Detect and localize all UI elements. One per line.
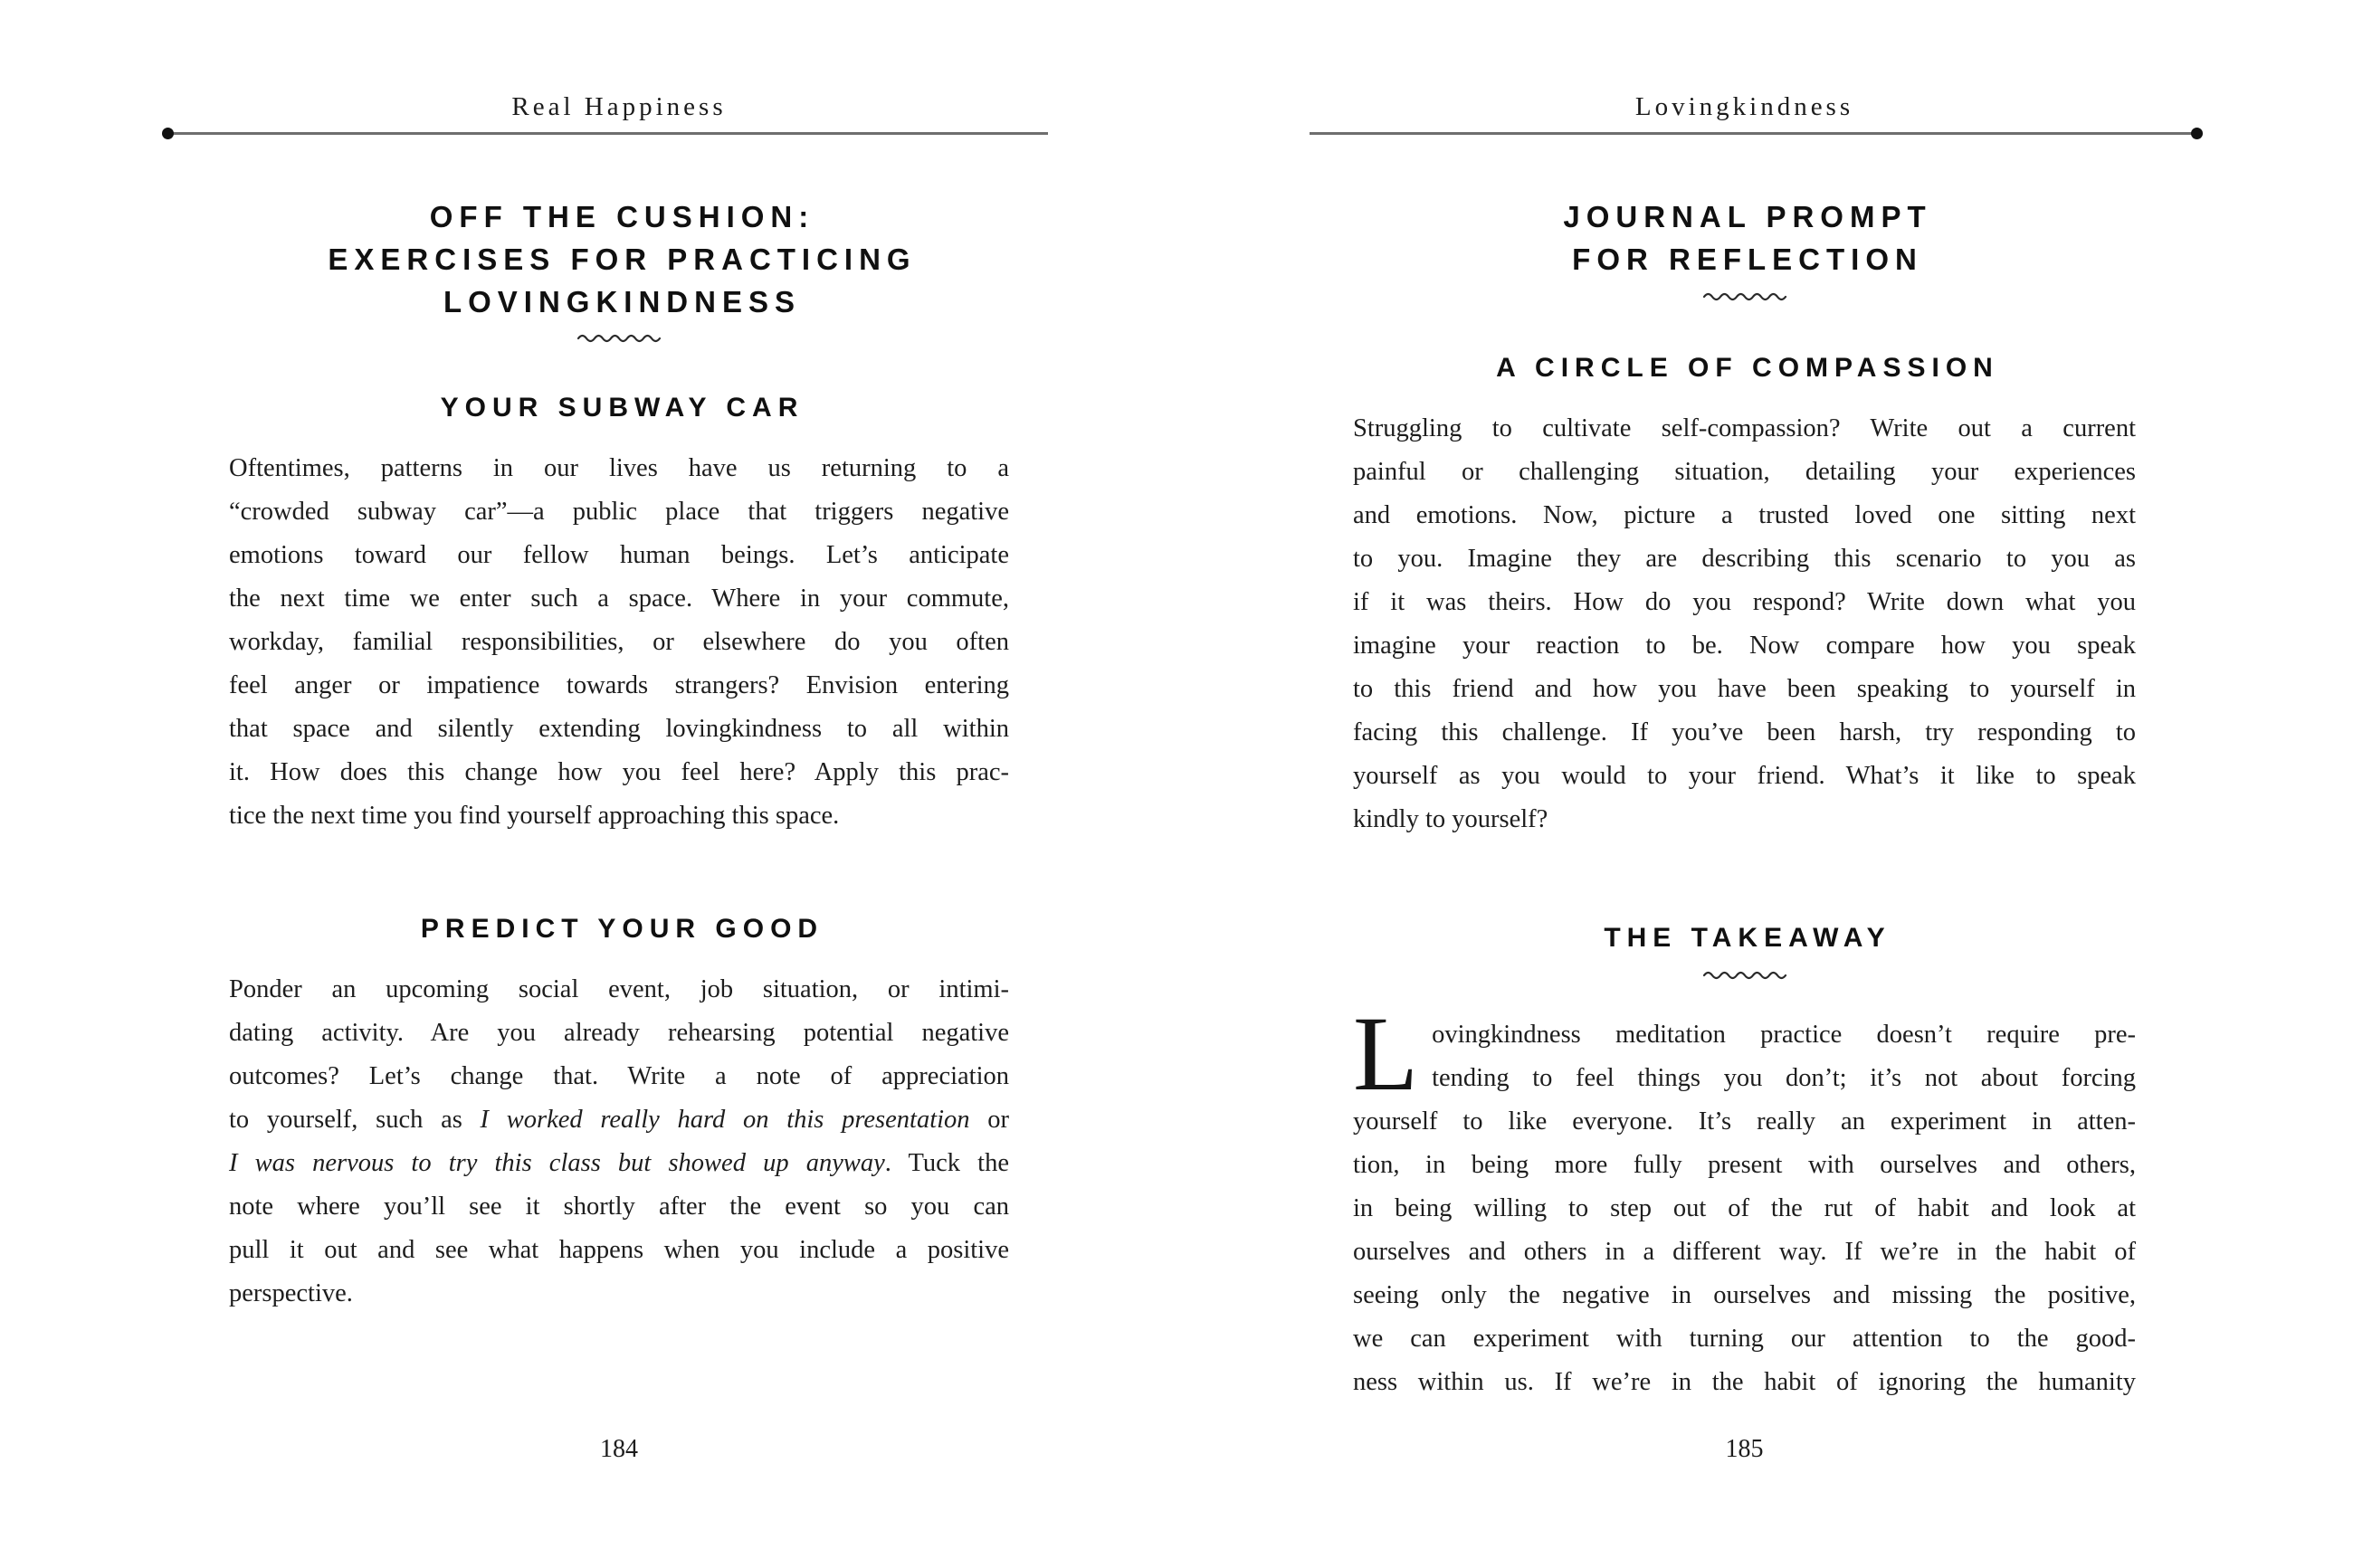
chapter-title bbox=[229, 195, 1009, 323]
text-line: emotions toward our fellow human beings. Let’s anticipate bbox=[229, 541, 1009, 569]
text-line: yourself to like everyone. It’s really an experiment in atten- bbox=[1353, 1107, 2136, 1136]
text-line: the next time we enter such a space. Where in your commute, bbox=[229, 584, 1009, 613]
takeaway-heading: THE TAKEAWAY bbox=[1604, 923, 1891, 953]
text-line: ness within us. If we’re in the habit of ignoring the humanity bbox=[1353, 1368, 2136, 1396]
text-line: imagine your reaction to be. Now compare how you speak bbox=[1353, 632, 2136, 660]
text-line: in being willing to step out of the rut of habit and look at bbox=[1353, 1194, 2136, 1222]
text-line: dating activity. Are you already rehearsing potential negative bbox=[229, 1019, 1009, 1047]
squiggle-ornament-icon bbox=[1701, 290, 1788, 302]
running-head: Lovingkindness bbox=[1634, 92, 1854, 121]
text-line: LOVINGKINDNESS bbox=[443, 285, 802, 318]
text-line: Oftentimes, patterns in our lives have us returning to a bbox=[229, 454, 1009, 482]
left-page bbox=[0, 0, 1176, 1568]
text-line: perspective. bbox=[229, 1279, 353, 1307]
text-line: tice the next time you find yourself approaching this space. bbox=[229, 802, 840, 830]
text-line: I was nervous to try this class but showed up anyway. Tuck the bbox=[229, 1149, 1009, 1177]
text-line: we can experiment with turning our attention to the good- bbox=[1353, 1325, 2136, 1353]
text-line: pull it out and see what happens when you include a positive bbox=[229, 1236, 1009, 1264]
text-line: to this friend and how you have been speaking to yourself in bbox=[1353, 675, 2136, 703]
text-line: JOURNAL PROMPT bbox=[1563, 200, 1932, 233]
chapter-title bbox=[1353, 195, 2136, 280]
running-head: Real Happiness bbox=[511, 92, 727, 121]
text-line: seeing only the negative in ourselves and missing the positive, bbox=[1353, 1281, 2136, 1309]
text-line: Struggling to cultivate self-compassion? Write out a current bbox=[1353, 414, 2136, 442]
text-line: it. How does this change how you feel here? Apply this prac- bbox=[229, 758, 1009, 786]
page-number: 185 bbox=[1725, 1435, 1764, 1463]
text-line: feel anger or impatience towards strangers? Envision entering bbox=[229, 671, 1009, 699]
text-line: tion, in being more fully present with ourselves and others, bbox=[1353, 1151, 2136, 1179]
paragraph bbox=[229, 447, 1009, 838]
text-line: facing this challenge. If you’ve been harsh, try responding to bbox=[1353, 718, 2136, 746]
text-line: note where you’ll see it shortly after the event so you can bbox=[229, 1193, 1009, 1221]
drop-cap: L bbox=[1353, 994, 1419, 1113]
text-line: outcomes? Let’s change that. Write a note of appreciation bbox=[229, 1062, 1009, 1090]
text-line: painful or challenging situation, detailing your experiences bbox=[1353, 458, 2136, 486]
paragraph bbox=[229, 968, 1009, 1316]
takeaway-paragraph bbox=[1353, 994, 2136, 1404]
section-heading: A CIRCLE OF COMPASSION bbox=[1496, 353, 1999, 383]
text-line: tending to feel things you don’t; it’s not about forcing bbox=[1432, 1064, 2136, 1092]
rule-end-dot bbox=[2191, 128, 2203, 139]
page-number: 184 bbox=[600, 1435, 638, 1463]
text-line: “crowded subway car”—a public place that triggers negative bbox=[229, 498, 1009, 526]
text-line: FOR REFLECTION bbox=[1572, 242, 1923, 276]
text-line: ovingkindness meditation practice doesn’t require pre- bbox=[1432, 1021, 2136, 1049]
text-line: kindly to yourself? bbox=[1353, 805, 1548, 833]
text-line: that space and silently extending lovingkindness to all within bbox=[229, 715, 1009, 743]
right-page bbox=[1176, 0, 2353, 1568]
text-line: ourselves and others in a different way. If we’re in the habit of bbox=[1353, 1238, 2136, 1266]
text-line: Ponder an upcoming social event, job situation, or intimi- bbox=[229, 975, 1009, 1003]
text-line: and emotions. Now, picture a trusted loved one sitting next bbox=[1353, 501, 2136, 529]
takeaway-text bbox=[1353, 994, 2136, 1404]
squiggle-ornament-icon bbox=[1701, 968, 1788, 981]
header-rule bbox=[166, 132, 1048, 135]
section-heading: YOUR SUBWAY CAR bbox=[440, 393, 805, 423]
text-line: EXERCISES FOR PRACTICING bbox=[328, 242, 917, 276]
text-line: to yourself, such as I worked really hard on this presentation or bbox=[229, 1106, 1009, 1134]
rule-end-dot bbox=[162, 128, 174, 139]
paragraph bbox=[1353, 407, 2136, 841]
text-line: if it was theirs. How do you respond? Write down what you bbox=[1353, 588, 2136, 616]
text-line: OFF THE CUSHION: bbox=[429, 200, 815, 233]
text-line: yourself as you would to your friend. What’s it like to speak bbox=[1353, 762, 2136, 790]
squiggle-ornament-icon bbox=[576, 331, 662, 344]
header-rule bbox=[1310, 132, 2199, 135]
text-line: workday, familial responsibilities, or elsewhere do you often bbox=[229, 628, 1009, 656]
text-line: to you. Imagine they are describing this scenario to you as bbox=[1353, 545, 2136, 573]
section-heading: PREDICT YOUR GOOD bbox=[420, 914, 824, 944]
